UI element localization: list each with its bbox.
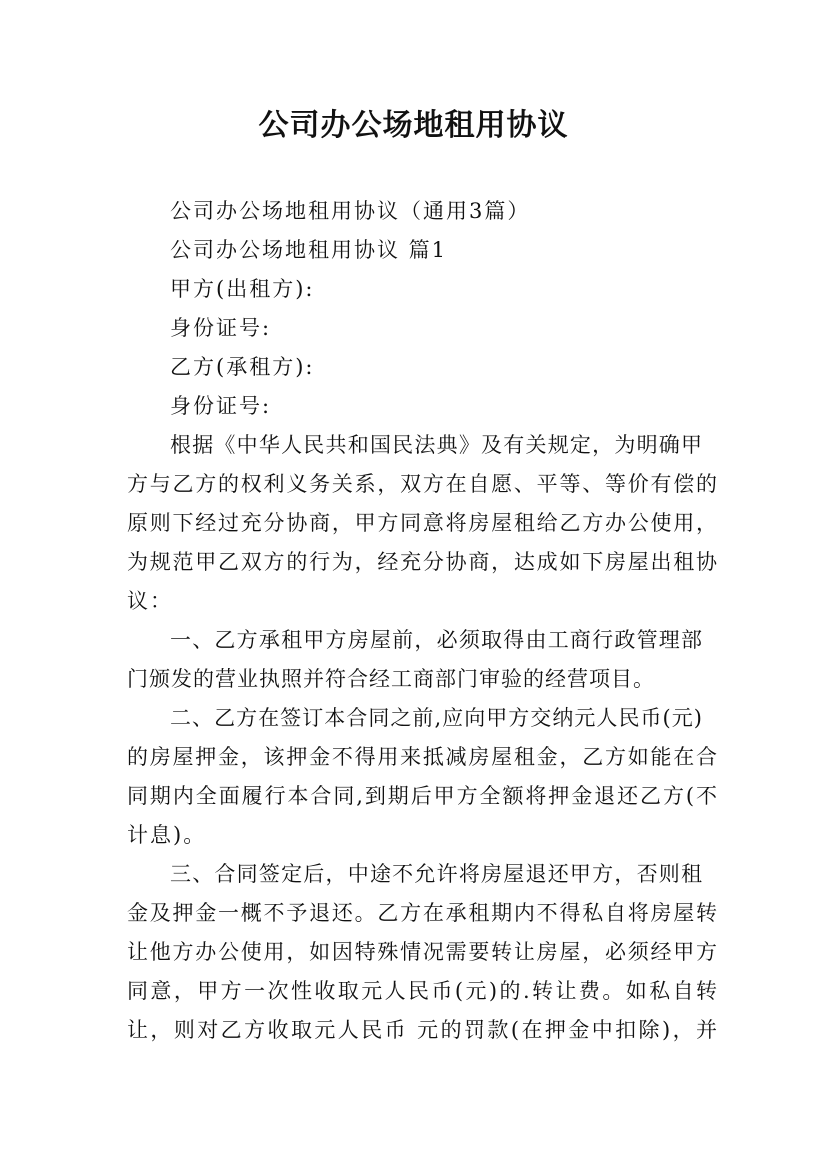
party-b-id-label: 身份证号: xyxy=(170,394,272,418)
document-title: 公司办公场地租用协议 xyxy=(258,108,569,143)
clause-2-line: 计息)。 xyxy=(127,823,207,847)
paragraph-line: 根据《中华人民共和国民法典》及有关规定，为明确甲 xyxy=(170,433,702,457)
party-b-label: 乙方(承租方): xyxy=(170,355,315,379)
party-a-label: 甲方(出租方): xyxy=(170,277,315,301)
clause-3-line: 金及押金一概不予退还。乙方在承租期内不得私自将房屋转 xyxy=(127,901,717,925)
clause-2-line: 的房屋押金，该押金不得用来抵减房屋租金，乙方如能在合 xyxy=(127,745,717,769)
paragraph-line: 方与乙方的权利义务关系，双方在自愿、平等、等价有偿的 xyxy=(127,472,717,496)
paragraph-line: 议： xyxy=(127,589,173,613)
clause-3-line: 让，则对乙方收取元人民币 元的罚款(在押金中扣除)，并 xyxy=(127,1018,717,1042)
paragraph-line: 原则下经过充分协商，甲方同意将房屋租给乙方办公使用， xyxy=(127,511,717,535)
section-heading: 公司办公场地租用协议 篇1 xyxy=(170,238,448,262)
paragraph-line: 为规范甲乙双方的行为，经充分协商，达成如下房屋出租协 xyxy=(127,550,717,574)
clause-3-line: 三、合同签定后，中途不允许将房屋退还甲方，否则租 xyxy=(170,862,702,886)
doc-subtitle: 公司办公场地租用协议（通用3篇） xyxy=(170,199,531,223)
clause-2-line: 二、乙方在签订本合同之前,应向甲方交纳元人民币(元) xyxy=(170,706,702,730)
clause-1-line: 一、乙方承租甲方房屋前，必须取得由工商行政管理部 xyxy=(170,628,702,652)
clause-2-line: 同期内全面履行本合同,到期后甲方全额将押金退还乙方(不 xyxy=(127,784,717,808)
clause-3-line: 让他方办公使用，如因特殊情况需要转让房屋，必须经甲方 xyxy=(127,940,717,964)
clause-3-line: 同意，甲方一次性收取元人民币(元)的.转让费。如私自转 xyxy=(127,979,717,1003)
party-a-id-label: 身份证号: xyxy=(170,316,272,340)
clause-1-line: 门颁发的营业执照并符合经工商部门审验的经营项目。 xyxy=(127,667,655,691)
